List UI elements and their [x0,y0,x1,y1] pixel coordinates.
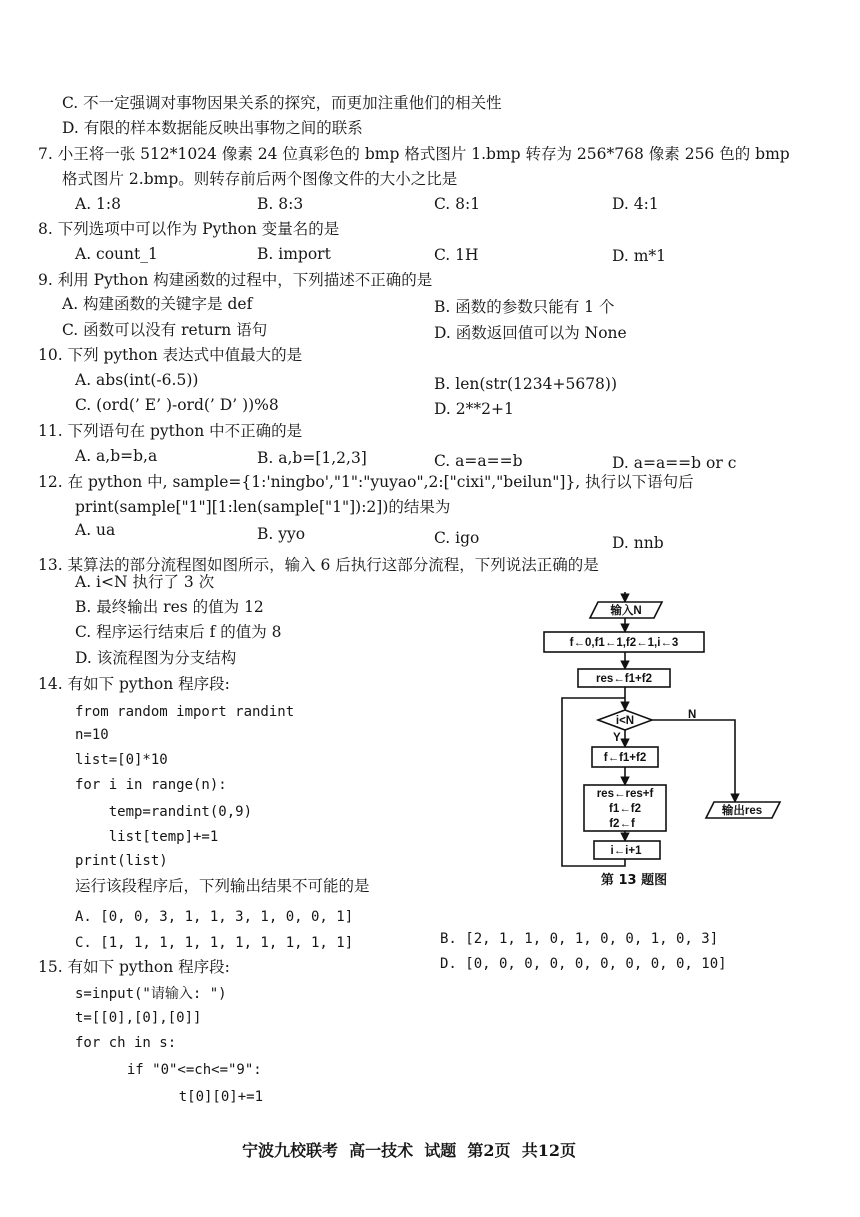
flow-step-i-label: i←i+1 [610,845,642,857]
q11-option-a: A. a,b=b,a [75,447,158,465]
q14-code-line-5: temp=randint(0,9) [75,804,253,820]
q15-code-line-2: t=[[0],[0],[0]] [75,1010,202,1026]
q15-code-line-5: t[0][0]+=1 [145,1089,264,1105]
q14-code-line-1: from random import randint [75,704,295,720]
q8-stem: 8. 下列选项中可以作为 Python 变量名的是 [38,220,340,238]
q13-option-b: B. 最终输出 res 的值为 12 [75,598,264,616]
q13-stem: 13. 某算法的部分流程图如图所示，输入 6 后执行这部分流程，下列说法正确的是 [38,556,599,574]
q14-stem: 14. 有如下 python 程序段: [38,675,230,693]
q8-option-b: B. import [257,245,331,263]
q12-option-a: A. ua [75,521,116,539]
flow-step-f2-label: f2←f [609,818,635,830]
q10-option-d: D. 2**2+1 [434,400,514,418]
q11-option-b: B. a,b=[1,2,3] [257,449,367,467]
q14-option-b: B. [2, 1, 1, 0, 1, 0, 0, 1, 0, 3] [440,931,719,947]
q15-stem: 15. 有如下 python 程序段: [38,958,230,976]
q6-option-d: D. 有限的样本数据能反映出事物之间的联系 [62,119,363,137]
q10-option-c: C. (ord(’ E’ )-ord(’ D’ ))%8 [75,396,279,414]
q10-option-a: A. abs(int(-6.5)) [75,371,199,389]
q14-option-a: A. [0, 0, 3, 1, 1, 3, 1, 0, 0, 1] [75,909,354,925]
q8-option-d: D. m*1 [612,247,667,265]
q14-question: 运行该段程序后，下列输出结果不可能的是 [75,877,370,895]
q13-option-c: C. 程序运行结束后 f 的值为 8 [75,623,282,641]
q13-option-d: D. 该流程图为分支结构 [75,649,237,667]
q7-option-a: A. 1:8 [75,195,121,213]
flow-step-f-label: f←f1+f2 [603,752,647,764]
q7-stem: 7. 小王将一张 512*1024 像素 24 位真彩色的 bmp 格式图片 1.bmp 转存为 256*768 像素 256 色的 bmp [38,145,790,163]
q14-code-line-2: n=10 [75,727,109,743]
q13-flowchart [530,590,800,895]
page-footer: 宁波九校联考 高一技术 试题 第2页 共12页 [242,1141,576,1160]
q15-code-line-3: for ch in s: [75,1035,177,1051]
q10-stem: 10. 下列 python 表达式中值最大的是 [38,346,303,364]
q12-stem-cont: print(sample["1"][1:len(sample["1"]):2])的结果为 [75,498,451,516]
q14-code-line-6: list[temp]+=1 [75,829,219,845]
q15-code-line-4: if "0"<=ch<="9": [110,1062,262,1078]
q14-option-c: C. [1, 1, 1, 1, 1, 1, 1, 1, 1, 1] [75,935,354,951]
q13-option-a: A. i<N 执行了 3 次 [75,573,215,591]
flow-step-f1-label: f1←f2 [609,803,641,815]
q7-stem-cont: 格式图片 2.bmp。则转存前后两个图像文件的大小之比是 [62,170,458,188]
q8-option-c: C. 1H [434,246,479,264]
q9-option-d: D. 函数返回值可以为 None [434,324,627,342]
flow-step-res-label: res←res+f [596,788,654,800]
q7-option-c: C. 8:1 [434,195,481,213]
q7-option-d: D. 4:1 [612,195,659,213]
q9-stem: 9. 利用 Python 构建函数的过程中，下列描述不正确的是 [38,271,433,289]
q9-option-c: C. 函数可以没有 return 语句 [62,321,268,339]
q9-option-a: A. 构建函数的关键字是 def [62,295,253,313]
flow-output-label: 输出res [721,805,763,817]
q8-option-a: A. count_1 [75,245,158,263]
flow-input-label: 输入N [610,605,642,617]
q14-code-line-3: list=[0]*10 [75,752,168,768]
q14-code-line-4: for i in range(n): [75,777,227,793]
q12-option-c: C. igo [434,529,480,547]
flow-caption: 第 13 题图 [600,873,668,888]
flow-no-label: N [688,709,697,721]
q15-code-line-1: s=input("请输入: ") [75,986,227,1002]
q11-option-c: C. a=a==b [434,452,523,470]
flow-res-init-label: res←f1+f2 [596,673,652,685]
q14-code-line-7: print(list) [75,853,168,869]
q11-stem: 11. 下列语句在 python 中不正确的是 [38,422,303,440]
q11-option-d: D. a=a==b or c [612,454,737,472]
q14-option-d: D. [0, 0, 0, 0, 0, 0, 0, 0, 0, 10] [440,956,727,972]
q7-option-b: B. 8:3 [257,195,304,213]
q12-stem: 12. 在 python 中, sample={1:'ningbo',"1":"yuyao",2:["cixi","beilun"]}, 执行以下语句后 [38,473,694,491]
q10-option-b: B. len(str(1234+5678)) [434,375,618,393]
q9-option-b: B. 函数的参数只能有 1 个 [434,298,615,316]
q12-option-d: D. nnb [612,534,664,552]
flow-yes-label: Y [613,732,621,744]
flow-condition-label: i<N [615,715,635,727]
q12-option-b: B. yyo [257,525,306,543]
q6-option-c: C. 不一定强调对事物因果关系的探究，而更加注重他们的相关性 [62,94,502,112]
flow-init-label: f←0,f1←1,f2←1,i←3 [569,637,679,649]
